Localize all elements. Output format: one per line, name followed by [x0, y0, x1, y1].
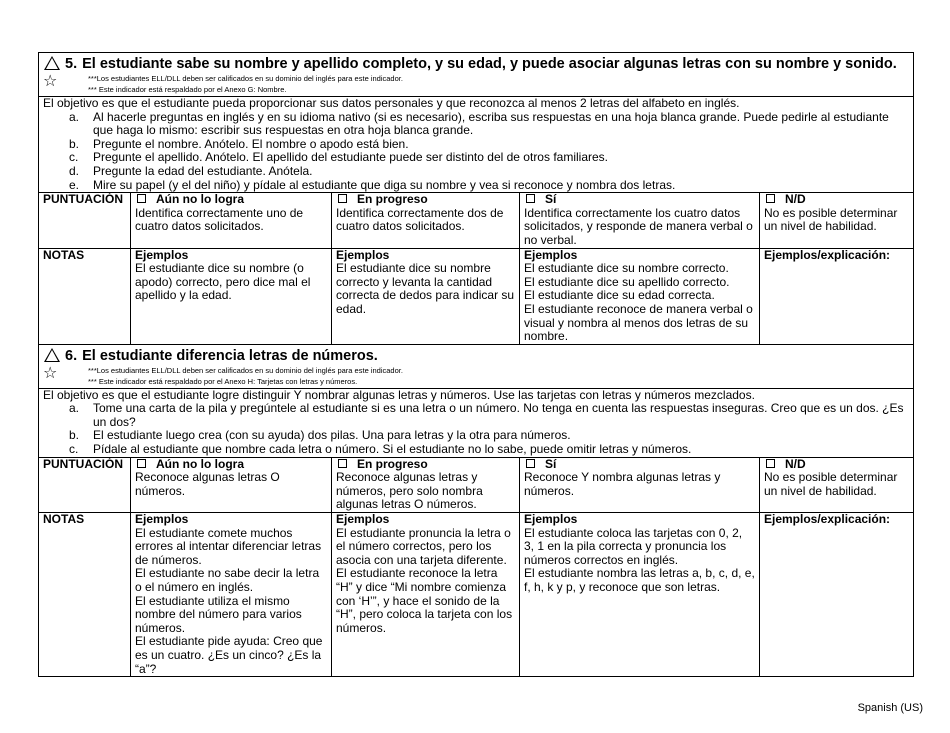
footer-language: Spanish (US) [857, 702, 923, 714]
star-icon: ☆ [43, 362, 58, 382]
checkbox-icon[interactable] [766, 194, 775, 203]
option-not-yet: Aún no lo logra Identifica correctamente uno de cuatro datos solicitados. [131, 193, 332, 248]
item-6-notes-row [39, 513, 914, 677]
assessment-table [38, 52, 914, 677]
item-5-objective [39, 97, 914, 193]
triangle-icon [44, 348, 60, 362]
item-6-scoring-row [39, 457, 914, 512]
list-item: c. Pregunte el apellido. Anótelo. El apellido del estudiante puede ser distinto del de otros familiares. [69, 150, 608, 165]
item-5-note-ell: ***Los estudiantes ELL/DLL deben ser calificados en su dominio del inglés para este indicador. [88, 74, 403, 83]
item-6-header [39, 344, 914, 388]
examples-not-yet: Ejemplos El estudiante dice su nombre (o apodo) correcto, pero dice mal el apellido y la edad. [131, 248, 332, 344]
item-6-objective-text: El objetivo es que el estudiante logre distinguir Y nombrar algunas letras y números. Use las tarjetas con letras y números mezclados. [43, 387, 755, 402]
list-item: e. Mire su papel (y el del niño) y pídale al estudiante que diga su nombre y vea si reconoce y nombra dos letras. [69, 177, 676, 192]
notes-label: NOTAS [39, 513, 131, 677]
option-na: N/D No es posible determinar un nivel de habilidad. [760, 193, 914, 248]
item-5-objective-row [39, 97, 914, 193]
item-5-scoring-row [39, 193, 914, 248]
examples-not-yet: Ejemplos El estudiante comete muchos errores al intentar diferenciar letras de números. El estudiante no sabe decir la letra o el número en inglés. El estudiante utiliza el mismo nombre del número para varios números. El estudiante pide ayuda: Creo que es un cuatro. ¿Es un cinco? ¿Es la “a”? [131, 513, 332, 677]
examples-in-progress: Ejemplos El estudiante pronuncia la letra o el número correctos, pero los asocia con una tarjeta diferente. El estudiante reconoce la letra “H” y dice “Mi nombre comienza con ‘H’”, y hace el sonido de la “H”, pero coloca la tarjeta con los números. [332, 513, 520, 677]
option-yes: Sí Identifica correctamente los cuatro datos solicitados, y responde de manera verbal o no verbal. [520, 193, 760, 248]
star-icon: ☆ [43, 71, 58, 90]
item-6-note-ell: ***Los estudiantes ELL/DLL deben ser calificados en su dominio del inglés para este indicador. [88, 365, 403, 375]
item-6-note-annex: *** Este indicador está respaldado por el Anexo H: Tarjetas con letras y números. [88, 376, 358, 386]
examples-explanation[interactable]: Ejemplos/explicación: [760, 513, 914, 677]
checkbox-icon[interactable] [338, 459, 347, 468]
list-item: b. Pregunte el nombre. Anótelo. El nombre o apodo está bien. [69, 136, 409, 151]
list-item: b. El estudiante luego crea (con su ayuda) dos pilas. Una para letras y la otra para números. [69, 428, 571, 443]
item-5-notes-row [39, 248, 914, 344]
examples-in-progress: Ejemplos El estudiante dice su nombre correcto y levanta la cantidad correcta de dedos para indicar su edad. [332, 248, 520, 344]
item-6-objective [39, 388, 914, 457]
item-5-steps [43, 111, 909, 193]
list-item: a. Tome una carta de la pila y pregúntele al estudiante si es una letra o un número. No tenga en cuenta las respuestas inseguras. Creo que es un dos. ¿Es un dos? [69, 401, 904, 429]
option-in-progress: En progreso Reconoce algunas letras y números, pero solo nombra algunas letras O números. [332, 457, 520, 512]
examples-yes: Ejemplos El estudiante dice su nombre correcto. El estudiante dice su apellido correcto. El estudiante dice su edad correcta. El estudiante reconoce de manera verbal o visual y nombra al menos dos letras de su nombre. [520, 248, 760, 344]
notes-label: NOTAS [39, 248, 131, 344]
item-6-title: 6. El estudiante diferencia letras de números. [65, 347, 378, 364]
checkbox-icon[interactable] [137, 194, 146, 203]
checkbox-icon[interactable] [526, 459, 535, 468]
examples-explanation[interactable]: Ejemplos/explicación: [760, 248, 914, 344]
list-item: d. Pregunte la edad del estudiante. Anótela. [69, 163, 313, 178]
item-6-objective-row [39, 388, 914, 457]
item-6-steps [43, 402, 909, 456]
checkbox-icon[interactable] [137, 459, 146, 468]
item-5-title: 5. El estudiante sabe su nombre y apellido completo, y su edad, y puede asociar algunas letras con su nombre y sonido. [65, 56, 897, 72]
option-yes: Sí Reconoce Y nombra algunas letras y números. [520, 457, 760, 512]
checkbox-icon[interactable] [766, 459, 775, 468]
triangle-icon [44, 56, 60, 70]
option-in-progress: En progreso Identifica correctamente dos de cuatro datos solicitados. [332, 193, 520, 248]
item-5-header [39, 53, 914, 97]
scoring-label: PUNTUACIÓN [39, 457, 131, 512]
item-5-header-row [39, 53, 914, 97]
list-item: a. Al hacerle preguntas en inglés y en su idioma nativo (si es necesario), escriba sus respuestas en una hoja blanca grande. Puede pedirle al estudiante que haga lo mismo: escribir sus respuestas en otra hoja blanca grande. [69, 109, 889, 138]
scoring-label: PUNTUACIÓN [39, 193, 131, 248]
item-5-note-annex: *** Este indicador está respaldado por el Anexo G: Nombre. [88, 85, 287, 94]
assessment-page [38, 52, 913, 677]
option-na: N/D No es posible determinar un nivel de habilidad. [760, 457, 914, 512]
option-not-yet: Aún no lo logra Reconoce algunas letras O números. [131, 457, 332, 512]
item-5-objective-text: El objetivo es que el estudiante pueda proporcionar sus datos personales y que reconozca al menos 2 letras del alfabeto en inglés. [43, 96, 740, 110]
item-6-header-row [39, 344, 914, 388]
list-item: c. Pídale al estudiante que nombre cada letra o número. Si el estudiante no lo sabe, puede omitir letras y números. [69, 442, 692, 457]
checkbox-icon[interactable] [526, 194, 535, 203]
examples-yes: Ejemplos El estudiante coloca las tarjetas con 0, 2, 3, 1 en la pila correcta y pronuncia los números correctos en inglés. El estudiante nombra las letras a, b, c, d, e, f, h, k y p, y reconoce que son letras. [520, 513, 760, 677]
checkbox-icon[interactable] [338, 194, 347, 203]
